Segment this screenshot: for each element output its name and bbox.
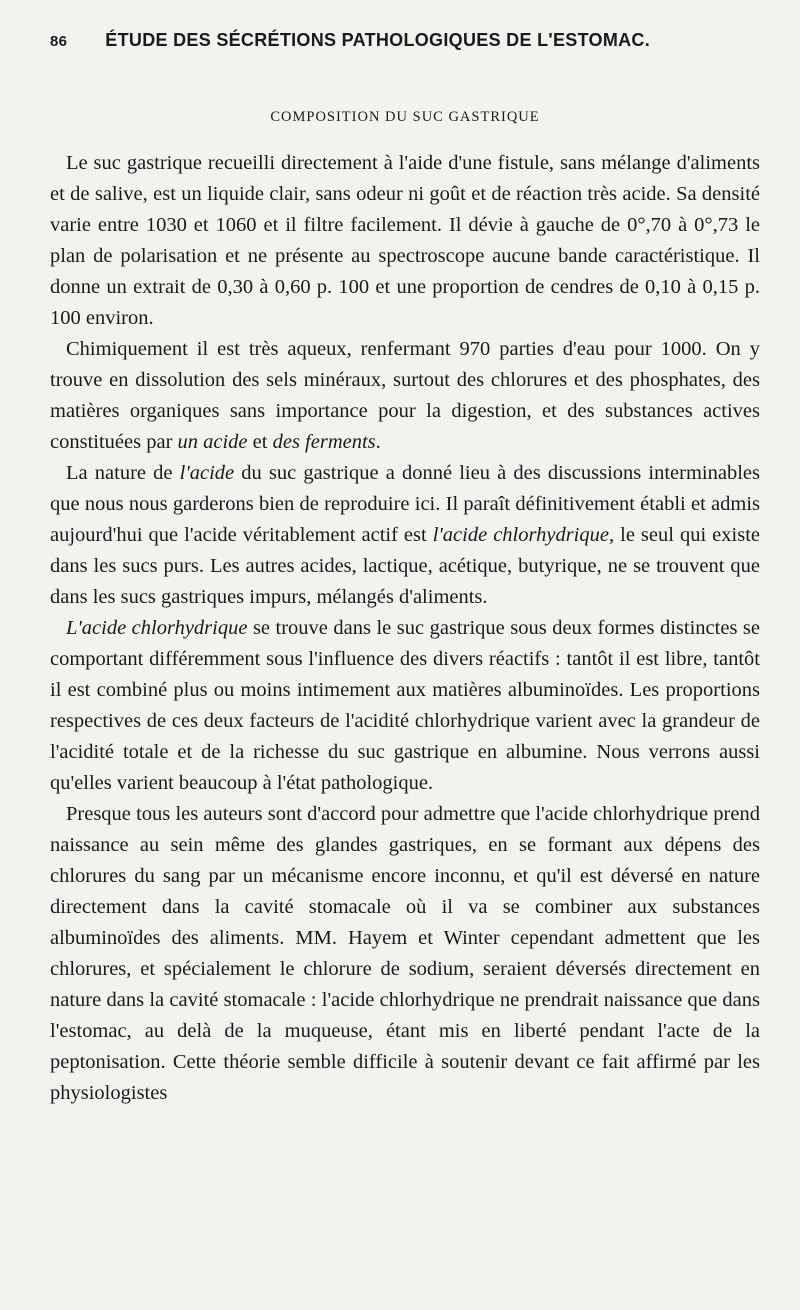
paragraph-2-text: Chimiquement il est très aqueux, renfermant 970 parties d'eau pour 1000. On y trouve en dissolution des sels minéraux, surtout des chlorures et des phosphates, des matières organiques sans importance pour la digestion, et des substances actives constituées par <box>50 338 760 453</box>
running-title: ÉTUDE DES SÉCRÉTIONS PATHOLOGIQUES DE L'ESTOMAC. <box>105 30 651 50</box>
page-number: 86 <box>50 33 68 50</box>
paragraph-3 <box>50 458 760 613</box>
paragraph-3-start: La nature de <box>66 462 180 484</box>
body-text <box>50 148 760 1109</box>
italic-term-acide-chlorhydrique: l'acide chlorhydrique <box>432 524 609 546</box>
running-header <box>50 30 760 64</box>
section-title: COMPOSITION DU SUC GASTRIQUE <box>270 109 540 125</box>
italic-term-l-acide-chlorhydrique: L'acide chlorhydrique <box>66 617 248 639</box>
paragraph-5: Presque tous les auteurs sont d'accord pour admettre que l'acide chlorhydrique prend naissance au sein même des glandes gastriques, en se formant aux dépens des chlorures du sang par un mécanisme encore inconnu, et qu'il est déversé en nature directement dans la cavité stomacale où il va se combiner aux substances albuminoïdes des aliments. MM. Hayem et Winter cependant admettent que les chlorures, et spécialement le chlorure de sodium, seraient déversés directement en nature dans la cavité stomacale : l'acide chlorhydrique ne prendrait naissance que dans l'estomac, au delà de la muqueuse, étant mis en liberté pendant l'acte de la peptonisation. Cette théorie semble difficile à soutenir devant ce fait affirmé par les physiologistes <box>50 803 760 1104</box>
paragraph-4-text: se trouve dans le suc gastrique sous deux formes distinctes se comportant différemment sous l'influence des divers réactifs : tantôt il est libre, tantôt il est combiné plus ou moins intimement aux matières albuminoïdes. Les proportions respectives de ces deux facteurs de l'acidité chlorhydrique varient avec la grandeur de l'acidité totale et de la richesse du suc gastrique en albumine. Nous verrons aussi qu'elles varient beaucoup à l'état pathologique. <box>50 617 760 794</box>
paragraph-1: Le suc gastrique recueilli directement à l'aide d'une fistule, sans mélange d'aliments et de salive, est un liquide clair, sans odeur ni goût et de réaction très acide. Sa densité varie entre 1030 et 1060 et il filtre facilement. Il dévie à gauche de 0°,70 à 0°,73 le plan de polarisation et ne présente au spectroscope aucune bande caractéristique. Il donne un extrait de 0,30 à 0,60 p. 100 et une proportion de cendres de 0,10 à 0,15 p. 100 environ. <box>50 152 760 329</box>
italic-term-l-acide: l'acide <box>179 462 235 484</box>
paragraph-3-end: , le seul qui existe dans les sucs purs. Les autres acides, lactique, acétique, butyrique, ne se trouvent que dans les sucs gastriques impurs, mélangés d'aliments. <box>50 524 760 608</box>
paragraph-2 <box>50 334 760 458</box>
paragraph-4 <box>50 613 760 799</box>
paragraph-2-end: . <box>375 431 381 453</box>
paragraph-3-text: du suc gastrique a donné lieu à des discussions interminables que nous nous garderons bien de reproduire ici. Il paraît définitivement établi et admis aujourd'hui que l'acide véritablement actif est <box>50 462 760 546</box>
italic-term-acid: un acide <box>177 431 248 453</box>
paragraph-2-conjunction: et <box>247 431 273 453</box>
italic-term-ferments: des ferments <box>272 431 376 453</box>
